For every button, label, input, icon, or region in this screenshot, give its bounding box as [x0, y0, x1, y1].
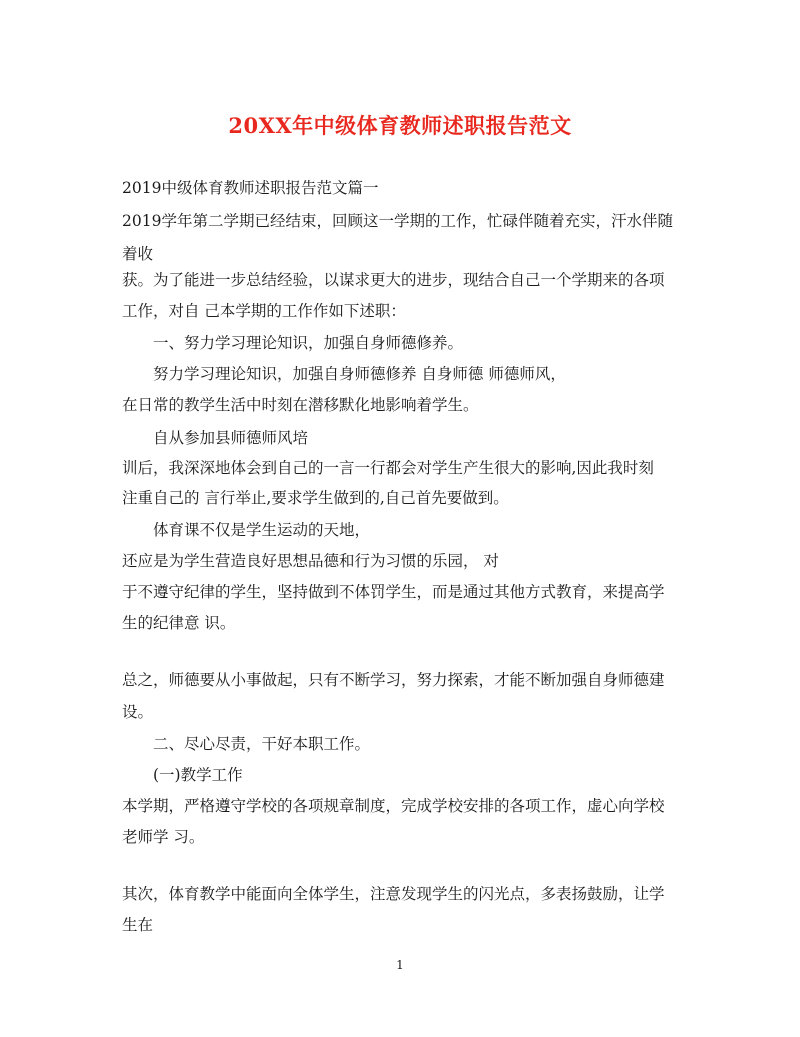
- paragraph-line: 2019学年第二学期已经结束，回顾这一学期的工作，忙碌伴随着充实，汗水伴随: [122, 212, 673, 230]
- paragraph-line: 训后，我深深地体会到自己的一言一行都会对学生产生很大的影响,因此我时刻: [122, 459, 654, 477]
- document-title: 20XX年中级体育教师述职报告范文: [228, 113, 572, 138]
- paragraph-line: 其次，体育教学中能面向全体学生，注意发现学生的闪光点，多表扬鼓励，让学: [122, 885, 665, 903]
- subheading: 二、尽心尽责，干好本职工作。: [153, 735, 371, 753]
- page-number: 1: [396, 958, 404, 972]
- paragraph-line: 注重自己的 言行举止,要求学生做到的,自己首先要做到。: [122, 489, 509, 507]
- paragraph-line: 于不遵守纪律的学生，坚持做到不体罚学生，而是通过其他方式教育，来提高学: [122, 583, 665, 601]
- subheading: 一、努力学习理论知识，加强自身师德修养。: [153, 334, 464, 352]
- subheading: (一)教学工作: [153, 766, 243, 784]
- paragraph-line: 自从参加县师德师风培: [153, 429, 309, 447]
- paragraph-line: 工作，对自 己本学期的工作作如下述职：: [122, 302, 406, 320]
- paragraph-line: 体育课不仅是学生运动的天地，: [153, 521, 371, 539]
- paragraph-line: 生的纪律意 识。: [122, 614, 236, 632]
- paragraph-line: 设。: [122, 703, 154, 721]
- section-heading: 2019中级体育教师述职报告范文篇一: [122, 179, 379, 197]
- paragraph-line: 总之，师德要从小事做起，只有不断学习，努力探索，才能不断加强自身师德建: [122, 671, 665, 689]
- paragraph-line: 本学期，严格遵守学校的各项规章制度，完成学校安排的各项工作，虚心向学校: [122, 797, 665, 815]
- paragraph-line: 还应是为学生营造良好思想品德和行为习惯的乐园， 对: [122, 552, 499, 570]
- paragraph-line: 获。为了能进一步总结经验，以谋求更大的进步，现结合自己一个学期来的各项: [122, 271, 665, 289]
- paragraph-line: 生在: [122, 916, 154, 934]
- paragraph-line: 着收: [122, 245, 154, 263]
- paragraph-line: 努力学习理论知识，加强自身师德修养 自身师德 师德师风，: [153, 365, 566, 383]
- paragraph-line: 老师学 习。: [122, 828, 205, 846]
- paragraph-line: 在日常的教学生活中时刻在潜移默化地影响着学生。: [122, 396, 479, 414]
